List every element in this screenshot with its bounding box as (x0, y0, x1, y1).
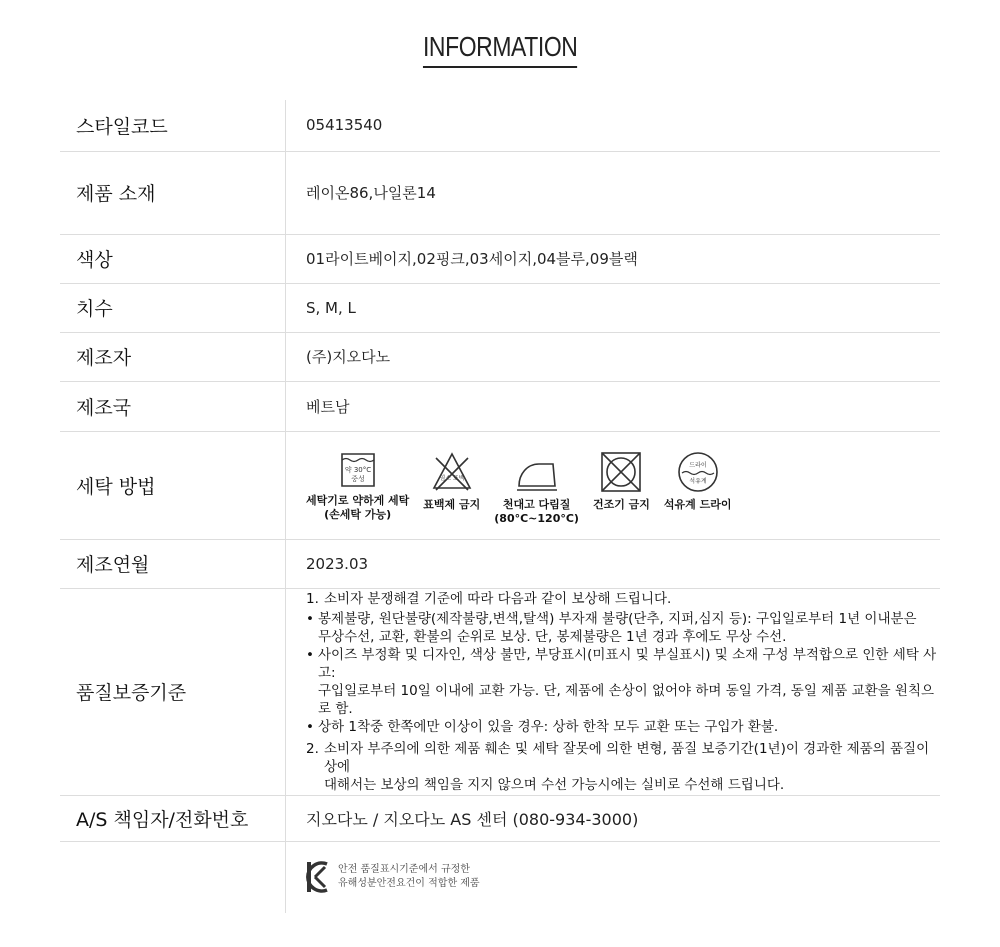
dry-clean-bottom: 석유계 (689, 478, 707, 485)
hand-wash-caption-1: 세탁기로 약하게 세탁 (306, 494, 410, 507)
iron-caption-2: (80°C~120°C) (494, 512, 579, 525)
dry-clean-top: 드라이 (689, 462, 707, 469)
page-title (0, 30, 1000, 68)
care-no-dryer (593, 450, 650, 512)
hand-wash-caption-2: (손세탁 가능) (324, 508, 392, 521)
no-bleach-caption: 표백제 금지 (423, 498, 481, 511)
iron-caption-1: 천대고 다림질 (502, 498, 571, 511)
row-country (60, 381, 940, 431)
no-bleach-icon (430, 450, 474, 494)
care-dry-clean (664, 450, 732, 512)
page-title-text: INFORMATION (423, 30, 578, 68)
style-code-value: 05413540 (286, 100, 941, 151)
size-value: S, M, L (286, 283, 941, 332)
date-value: 2023.03 (286, 539, 941, 588)
care-iron (494, 450, 579, 526)
quality-bullet-2: • 사이즈 부정확 및 디자인, 색상 불만, 부당표시(미표시 및 부실표시) 및 소재 구성 부적합으로 인한 세탁 사고: 구입일로부터 10일 이내에 교환 가능. 단, 제품에 손상이 없어야 하며 동일 가격, 동일 제품 교환을 원칙으로 함. (306, 646, 937, 717)
row-as (60, 795, 940, 841)
as-value: 지오다노 / 지오다노 AS 센터 (080-934-3000) (286, 795, 941, 841)
row-material (60, 151, 940, 234)
as-label: A/S 책임자/전화번호 (60, 795, 286, 841)
no-tumble-dry-icon (599, 450, 643, 494)
care-no-bleach (423, 450, 480, 512)
no-bleach-inner: 염소 표백 (439, 475, 465, 482)
washing-label: 세탁 방법 (60, 431, 286, 539)
dry-clean-icon (676, 450, 720, 494)
date-label: 제조연월 (60, 539, 286, 588)
kc-logo-icon (306, 859, 332, 895)
maker-label: 제조자 (60, 332, 286, 381)
color-value: 01라이트베이지,02핑크,03세이지,04블루,09블랙 (286, 234, 941, 283)
material-value: 레이온86,나일론14 (286, 151, 941, 234)
row-maker (60, 332, 940, 381)
row-size (60, 283, 940, 332)
no-dryer-caption: 건조기 금지 (592, 498, 650, 511)
size-label: 치수 (60, 283, 286, 332)
kc-text-2: 유해성분안전요건이 적합한 제품 (338, 878, 480, 890)
iron-icon (513, 450, 561, 494)
row-kc (60, 841, 940, 913)
color-label: 색상 (60, 234, 286, 283)
dry-clean-caption: 석유계 드라이 (663, 498, 732, 511)
material-label: 제품 소재 (60, 151, 286, 234)
quality-item-2: 2. 소비자 부주의에 의한 제품 훼손 및 세탁 잘못에 의한 변형, 품질 보증기간(1년)이 경과한 제품의 품질이상에 대해서는 보상의 책임을 지지 않으며 수선 가능시에는 실비로 수선해 드립니다. (306, 740, 930, 793)
row-washing (60, 431, 940, 539)
country-value: 베트남 (286, 381, 941, 431)
row-style-code (60, 100, 940, 151)
quality-label: 품질보증기준 (60, 588, 286, 795)
care-hand-wash (306, 450, 409, 522)
care-icons (306, 450, 939, 526)
maker-value: (주)지오다노 (286, 332, 941, 381)
row-quality (60, 588, 940, 795)
quality-text (306, 590, 939, 794)
style-code-label: 스타일코드 (60, 100, 286, 151)
quality-bullet-1: • 봉제불량, 원단불량(제작불량,변색,탈색) 부자재 불량(단추, 지퍼,심지 등): 구입일로부터 1년 이내분은 무상수선, 교환, 환불의 순위로 보상. 단, 봉제불량은 1년 경과 후에도 무상 수선. (306, 610, 917, 645)
hand-wash-icon (338, 450, 378, 490)
row-date (60, 539, 940, 588)
kc-mark (306, 859, 939, 895)
hand-wash-bottom: 중성 (350, 475, 365, 483)
kc-text-1: 안전 품질표시기준에서 규정한 (338, 864, 470, 876)
row-color (60, 234, 940, 283)
info-table (60, 100, 940, 913)
country-label: 제조국 (60, 381, 286, 431)
quality-bullet-3: • 상하 1착중 한쪽에만 이상이 있을 경우: 상하 한착 모두 교환 또는 구입가 환불. (306, 718, 779, 735)
hand-wash-top: 약 30°C (344, 466, 371, 474)
quality-item-1: 1. 소비자 분쟁해결 기준에 따라 다음과 같이 보상해 드립니다. (306, 590, 672, 607)
